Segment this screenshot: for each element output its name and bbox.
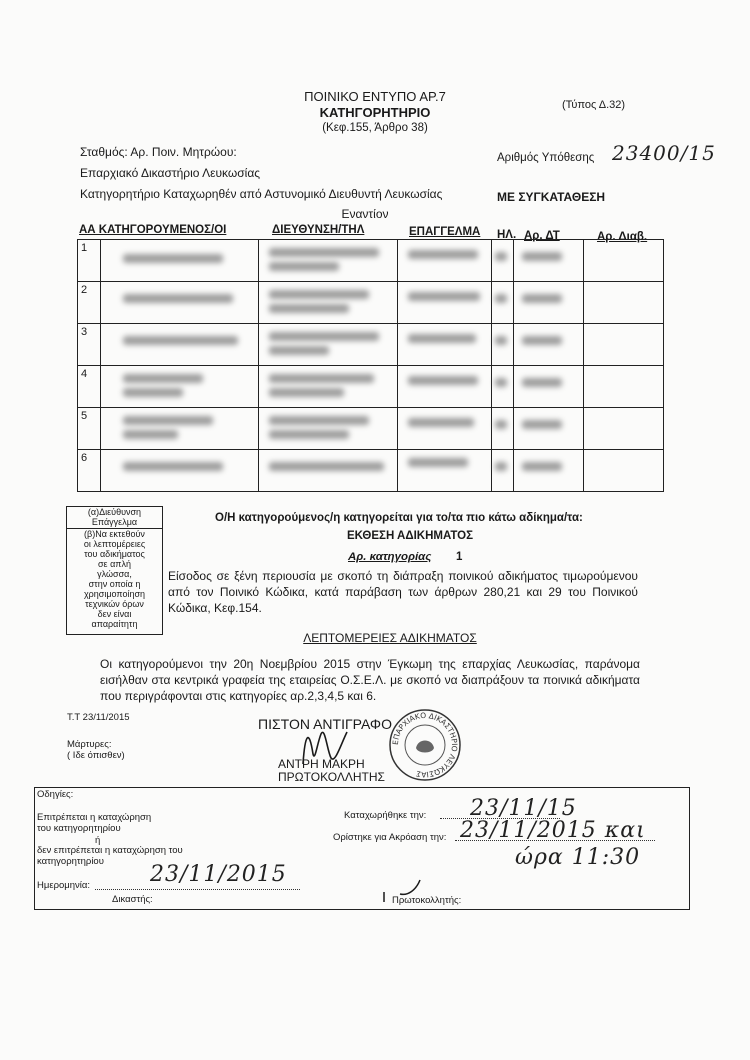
note-b-line: απαραίτητη (91, 619, 138, 629)
witnesses-label: Μάρτυρες: (67, 739, 112, 750)
header-accused: ΑΑ ΚΑΤΗΓΟΡΟΥΜΕΝΟΣ/ΟΙ (79, 224, 227, 236)
table-row (78, 240, 664, 282)
consent-label: ΜΕ ΣΥΓΚΑΤΑΘΕΣΗ (497, 190, 606, 204)
row-number: 2 (78, 282, 101, 324)
registered-handwritten: 23/11/15 (470, 796, 577, 821)
court-stamp (388, 708, 462, 782)
instructions-label: Οδηγίες: (37, 789, 74, 800)
table-row (78, 324, 664, 366)
svg-text:ΕΠΑΡΧΙΑΚΟ ΔΙΚΑΣΤΗΡΙΟ ΛΕΥΚΩΣΙΑΣ: ΕΠΑΡΧΙΑΚΟ ΔΙΚΑΣΤΗΡΙΟ ΛΕΥΚΩΣΙΑΣ (390, 710, 460, 780)
note-b-line: χρησιμοποίηση (83, 589, 146, 599)
note-b-line: οι λεπτομέρειες (83, 539, 146, 549)
form-number: ΠΟΙΝΙΚΟ ΕΝΤΥΠΟ ΑΡ.7 (304, 89, 446, 104)
table-row (78, 282, 664, 324)
header-address: ΔΙΕΥΘΥΝΣΗ/ΤΗΛ (272, 224, 365, 236)
row-number: 6 (78, 450, 101, 492)
footer-clerk-signature (378, 866, 438, 906)
details-text: Οι κατηγορούμενοι την 20η Νοεμβρίου 2015 στην Έγκωμη της επαρχίας Λευκωσίας, παράνομα εισήλθαν στα κεντρικά γραφεία της εταιρείας Ο.Σ.Ε.Λ. με σκοπό να διαπράξουν τα ποινικά αδικήματα που περιγράφονται στις κατηγορίες αρ.2,3,4,5 και 6. (100, 657, 640, 703)
law-reference: (Κεφ.155, Άρθρο 38) (322, 122, 428, 134)
date-handwritten: 23/11/2015 (150, 862, 287, 887)
accused-table (77, 239, 664, 492)
registration-line: Κατηγορητήριο Καταχωρηθέν από Αστυνομικό Διευθυντή Λευκωσίας (80, 187, 443, 201)
note-b-line: σε απλή (98, 559, 131, 569)
note-b-line: γλώσσα, (97, 569, 132, 579)
header-id: Αρ. ΔΤ (524, 230, 560, 242)
court-name: Επαρχιακό Δικαστήριο Λευκωσίας (80, 166, 261, 180)
tt-date: Τ.Τ 23/11/2015 (67, 712, 130, 723)
table-row (78, 366, 664, 408)
hearing-time-handwritten: ώρα 11:30 (515, 845, 641, 870)
note-b-line: (β)Να εκτεθούν (84, 529, 145, 539)
note-b-line: τεχνικών όρων (85, 599, 144, 609)
row-number: 3 (78, 324, 101, 366)
header-occupation: ΕΠΑΓΓΕΛΜΑ (409, 226, 481, 238)
date-label: Ημερομηνία: (37, 880, 91, 891)
details-title: ΛΕΠΤΟΜΕΡΕΙΕΣ ΑΔΙΚΗΜΑΤΟΣ (303, 631, 477, 645)
case-number-label: Αριθμός Υπόθεσης (497, 152, 595, 164)
see-back-note: ( Ιδε όπισθεν) (67, 750, 125, 761)
row-number: 5 (78, 408, 101, 450)
note-b-line: στην οποία η (88, 579, 141, 589)
clerk-name: ΑΝΤΡΗ ΜΑΚΡΗ (278, 757, 365, 771)
against-label: Εναντίον (341, 207, 389, 221)
clerk-label: Πρωτοκολλητής: (392, 895, 462, 906)
table-row (78, 408, 664, 450)
form-title: ΚΑΤΗΓΟΡΗΤΗΡΙΟ (319, 105, 431, 120)
clerk-title: ΠΡΩΤΟΚΟΛΛΗΤΗΣ (278, 770, 385, 784)
row-number: 1 (78, 240, 101, 282)
header-passport: Αρ. Διαβ. (597, 231, 648, 243)
statement-title: ΕΚΘΕΣΗ ΑΔΙΚΗΜΑΤΟΣ (346, 530, 473, 542)
header-age: ΗΛ. (497, 229, 517, 241)
judge-label: Δικαστής: (112, 894, 153, 905)
charge-intro: Ο/Η κατηγορούμενος/η κατηγορείται για το/τα πιο κάτω αδίκημα/τα: (215, 512, 583, 524)
side-note-box (66, 506, 163, 635)
note-a: (α)Διεύθυνση Επάγγελμα (67, 507, 162, 529)
table-row (78, 450, 664, 492)
hearing-label: Ορίστηκε για Ακρόαση την: (333, 832, 447, 843)
type-reference: (Τύπος Δ.32) (562, 99, 626, 111)
allowed-text: Επιτρέπεται η καταχώρηση του κατηγορητηρίου (37, 812, 152, 834)
count-label: Αρ. κατηγορίας (348, 551, 432, 563)
hearing-handwritten: 23/11/2015 και (460, 818, 646, 843)
count-number: 1 (456, 551, 463, 563)
true-copy-label: ΠΙΣΤΟΝ ΑΝΤΙΓΡΑΦΟ (258, 716, 392, 732)
row-number: 4 (78, 366, 101, 408)
note-b-line: δεν είναι (97, 609, 132, 619)
station-line: Σταθμός: Αρ. Ποιν. Μητρώου: (80, 145, 237, 159)
case-number-handwritten: 23400/15 (612, 141, 716, 165)
or-text: ή (95, 835, 101, 846)
date-line (95, 889, 300, 890)
statement-text: Είσοδος σε ξένη περιουσία με σκοπό τη διάπραξη ποινικού αδικήματος τιμωρούμενου από τον Ποινικό Κώδικα, κατά παράβαση των άρθρων 280,21 και 29 του Ποινικού Κώδικα, Κεφ.154. (168, 569, 638, 615)
not-allowed-text: δεν επιτρέπεται η καταχώρηση του κατηγορητηρίου (37, 845, 183, 867)
registered-label: Καταχωρήθηκε την: (344, 810, 427, 821)
note-b-line: του αδικήματος (84, 549, 145, 559)
